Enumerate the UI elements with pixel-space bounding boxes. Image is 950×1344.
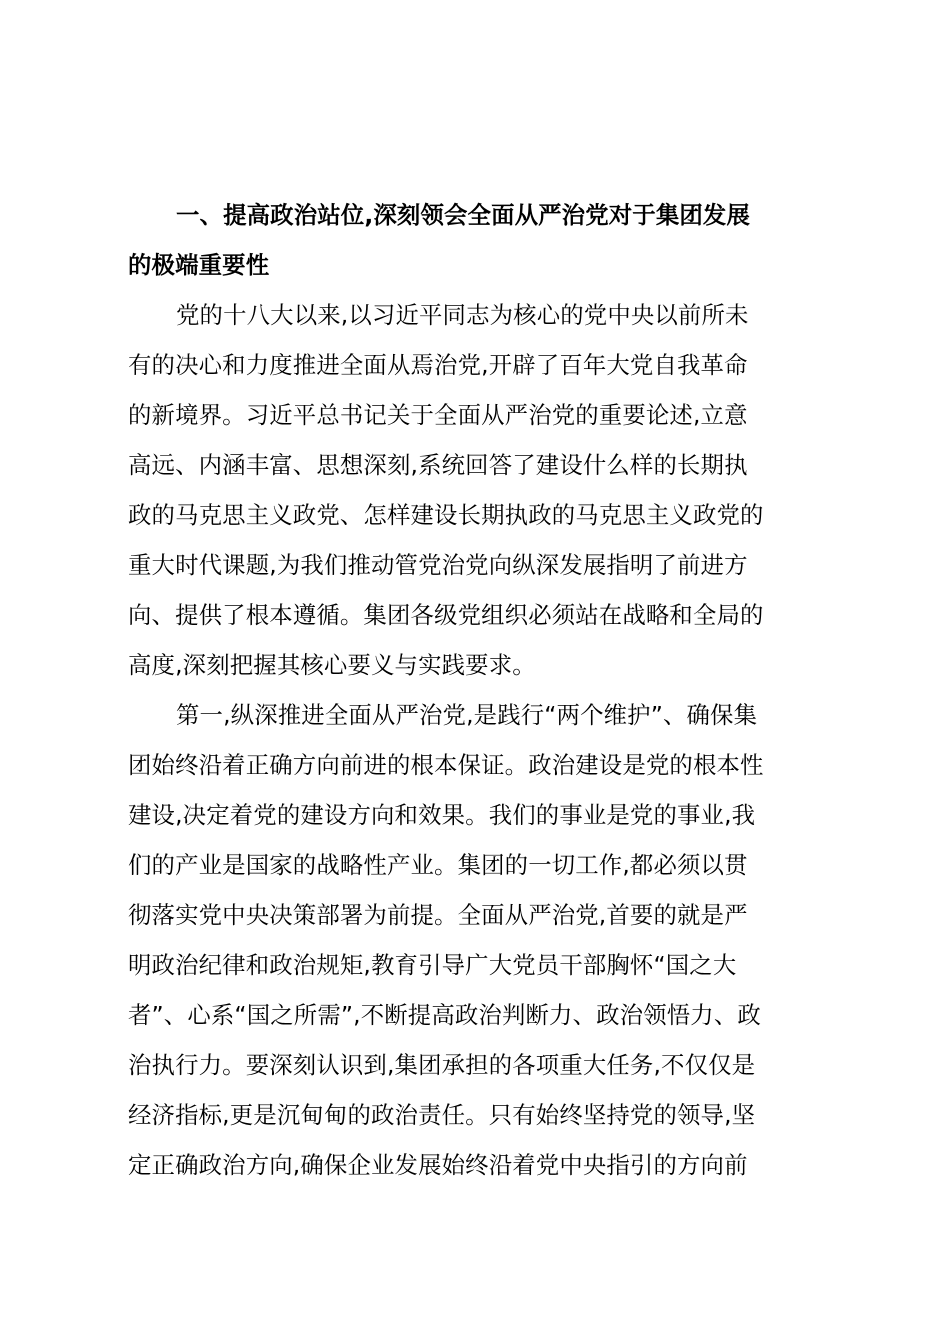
document-page: [128, 190, 824, 1190]
paragraph-line: 向、提供了根本遵循。集团各级党组织必须站在战略和全局的: [128, 601, 764, 629]
paragraph-line: 政的马克思主义政党、怎样建设长期执政的马克思主义政党的: [128, 501, 764, 529]
heading-line: 的极端重要性: [128, 251, 270, 279]
paragraph-line: 彻落实党中央决策部署为前提。全面从严治党,首要的就是严: [128, 901, 748, 929]
section-heading: [128, 190, 824, 290]
heading-line: 一、提高政治站位,深刻领会全面从严治党对于集团发展: [176, 201, 751, 229]
paragraph-line: 者”、心系“国之所需”,不断提高政治判断力、政治领悟力、政: [128, 1001, 761, 1029]
paragraph-line: 重大时代课题,为我们推动管党治党向纵深发展指明了前进方: [128, 551, 748, 579]
body-paragraph: [128, 690, 824, 1190]
paragraph-line: 高远、内涵丰富、思想深刻,系统回答了建设什么样的长期执: [128, 451, 748, 479]
paragraph-line: 们的产业是国家的战略性产业。集团的一切工作,都必须以贯: [128, 851, 748, 879]
paragraph-line: 建设,决定着党的建设方向和效果。我们的事业是党的事业,我: [128, 801, 756, 829]
paragraph-line: 党的十八大以来,以习近平同志为核心的党中央以前所未: [176, 301, 749, 329]
paragraph-line: 定正确政治方向,确保企业发展始终沿着党中央指引的方向前: [128, 1151, 748, 1179]
body-paragraph: [128, 290, 824, 690]
paragraph-line: 有的决心和力度推进全面从焉治党,开辟了百年大党自我革命: [128, 351, 748, 379]
paragraph-line: 团始终沿着正确方向前进的根本保证。政治建设是党的根本性: [128, 751, 764, 779]
paragraph-line: 高度,深刻把握其核心要义与实践要求。: [128, 651, 536, 679]
paragraph-line: 明政治纪律和政治规矩,教育引导广大党员干部胸怀“国之大: [128, 951, 737, 979]
paragraph-line: 治执行力。要深刻认识到,集团承担的各项重大任务,不仅仅是: [128, 1051, 756, 1079]
paragraph-line: 经济指标,更是沉甸甸的政治责任。只有始终坚持党的领导,坚: [128, 1101, 756, 1129]
paragraph-line: 的新境界。习近平总书记关于全面从严治党的重要论述,立意: [128, 401, 748, 429]
paragraph-line: 第一,纵深推进全面从严治党,是践行“两个维护”、确保集: [176, 701, 758, 729]
